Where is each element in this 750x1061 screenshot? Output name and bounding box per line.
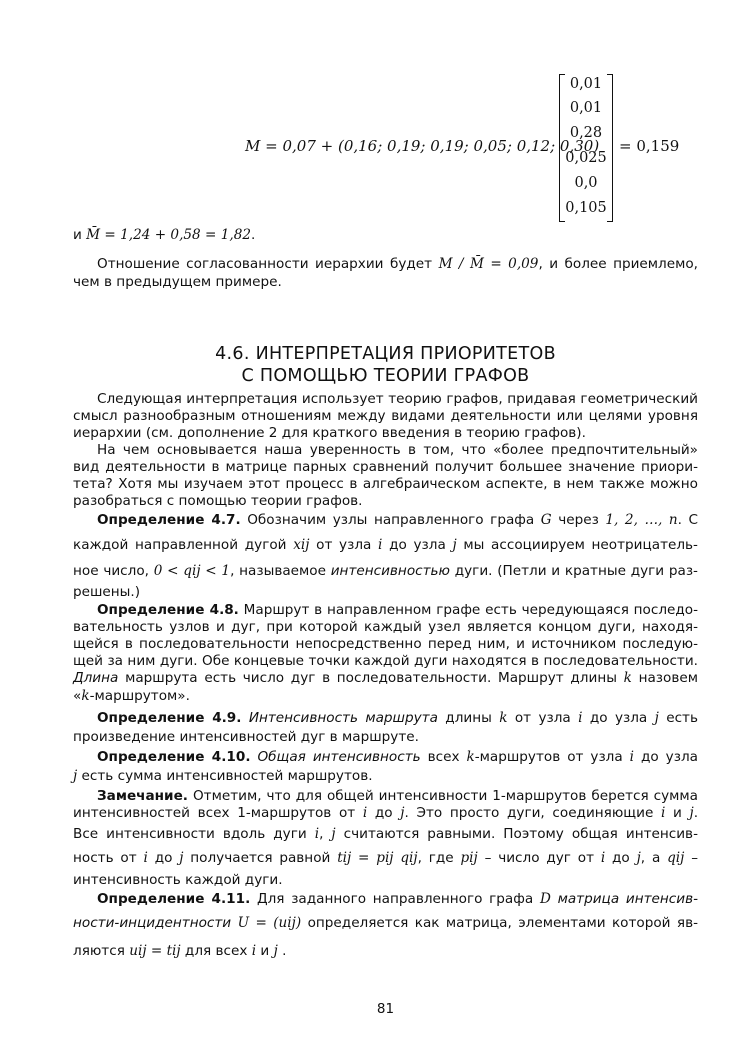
matrix-right-bracket bbox=[607, 74, 613, 222]
def49-line-2: произведение интенсивностей дуг в маршруте. bbox=[73, 729, 419, 745]
consistency-line-2: чем в предыдущем примере. bbox=[73, 274, 282, 290]
def48-line-5: Длина маршрута есть число дуг в последовательности. Маршрут длины k назовем bbox=[73, 670, 698, 686]
intro-line: смысл разнообразным отношениям между видами деятельности или целями уровня bbox=[73, 408, 698, 424]
remark-line-4: ность от i до j получается равной tij = pij qij, где pij – число дуг от i до j, а qij – bbox=[73, 850, 698, 866]
remark-label: Замечание. bbox=[97, 788, 188, 804]
def411-line-2: ности-инцидентности U = (uij) определяется как матрица, элементами которой яв- bbox=[73, 915, 699, 931]
matrix-cell: 0,28 bbox=[569, 125, 603, 141]
def47-line-1: Определение 4.7. Обозначим узлы направленного графа G через 1, 2, …, n. С bbox=[97, 512, 699, 528]
def410-label: Определение 4.10. bbox=[97, 749, 251, 765]
page-number: 81 bbox=[376, 1001, 395, 1017]
def410-line-1: Определение 4.10. Общая интенсивность всех k-маршрутов от узла i до узла bbox=[97, 749, 698, 765]
intro-line: Следующая интерпретация использует теорию графов, придавая геометрический bbox=[97, 391, 698, 407]
def49-line-1: Определение 4.9. Интенсивность маршрута длины k от узла i до узла j есть bbox=[97, 710, 698, 726]
remark-line-1: Замечание. Отметим, что для общей интенсивности 1-маршрутов берется сумма bbox=[97, 788, 698, 804]
equation-right: = 0,159 bbox=[619, 137, 680, 155]
def411-line-3: ляются uij = tij для всех i и j . bbox=[73, 943, 287, 959]
matrix-cell: 0,01 bbox=[569, 100, 603, 116]
def48-line-3: щейся в последовательности непосредственно перед ним, и источником последую- bbox=[73, 636, 698, 652]
def49-label: Определение 4.9. bbox=[97, 710, 242, 726]
column-matrix bbox=[559, 74, 613, 222]
remark-line-2: интенсивностей всех 1-маршрутов от i до j. Это просто дуги, соединяющие i и j. bbox=[73, 805, 699, 821]
intro-line: иерархии (см. дополнение 2 для краткого введения в теорию графов). bbox=[73, 425, 586, 441]
intro-line: На чем основывается наша уверенность в том, что «более предпочтительный» bbox=[97, 442, 698, 458]
def47-line-4: решены.) bbox=[73, 584, 141, 600]
matrix-cell: 0,0 bbox=[574, 175, 598, 191]
mbar-line: и M̄ = 1,24 + 0,58 = 1,82. bbox=[73, 227, 256, 243]
matrix-cell: 0,105 bbox=[565, 200, 607, 216]
def48-line-4: щей за ним дуги. Обе концевые точки каждой дуги находятся в последовательности. bbox=[73, 653, 698, 669]
def411-line-1: Определение 4.11. Для заданного направленного графа D матрица интенсив- bbox=[97, 891, 698, 907]
def47-line-2: каждой направленной дугой xij от узла i до узла j мы ассоциируем неотрицатель- bbox=[73, 537, 698, 553]
section-title-line-1: 4.6. ИНТЕРПРЕТАЦИЯ ПРИОРИТЕТОВ bbox=[215, 344, 556, 364]
def48-line-6: «k-маршрутом». bbox=[73, 688, 190, 704]
remark-line-3: Все интенсивности вдоль дуги i, j считаются равными. Поэтому общая интенсив- bbox=[73, 826, 698, 842]
matrix-cell: 0,01 bbox=[569, 76, 603, 92]
section-title-line-2: С ПОМОЩЬЮ ТЕОРИИ ГРАФОВ bbox=[241, 366, 530, 386]
def48-label: Определение 4.8. bbox=[97, 602, 239, 618]
def410-line-2: j есть сумма интенсивностей маршрутов. bbox=[73, 768, 373, 784]
def48-line-1: Определение 4.8. Маршрут в направленном графе есть чередующаяся последо- bbox=[97, 602, 699, 618]
remark-line-5: интенсивность каждой дуги. bbox=[73, 872, 283, 888]
def47-label: Определение 4.7. bbox=[97, 512, 241, 528]
matrix-cell: 0,025 bbox=[565, 150, 607, 166]
def47-line-3: ное число, 0 < qij < 1, называемое интенсивностью дуги. (Петли и кратные дуги раз- bbox=[73, 563, 698, 579]
def48-line-2: вательность узлов и дуг, при которой каждый узел является концом дуги, находя- bbox=[73, 619, 698, 635]
consistency-line-1: Отношение согласованности иерархии будет M / M̄ = 0,09, и более приемлемо, bbox=[97, 256, 698, 272]
intro-line: вид деятельности в матрице парных сравнений получит большее значение приори- bbox=[73, 459, 698, 475]
equation-left: M = 0,07 + (0,16; 0,19; 0,19; 0,05; 0,12; 0,30) bbox=[245, 137, 600, 155]
intro-line: разобраться с помощью теории графов. bbox=[73, 493, 363, 509]
intro-line: тета? Хотя мы изучаем этот процесс в алгебраическом аспекте, в нем также можно bbox=[73, 476, 698, 492]
matrix-equation bbox=[245, 74, 680, 222]
def411-label: Определение 4.11. bbox=[97, 891, 251, 907]
